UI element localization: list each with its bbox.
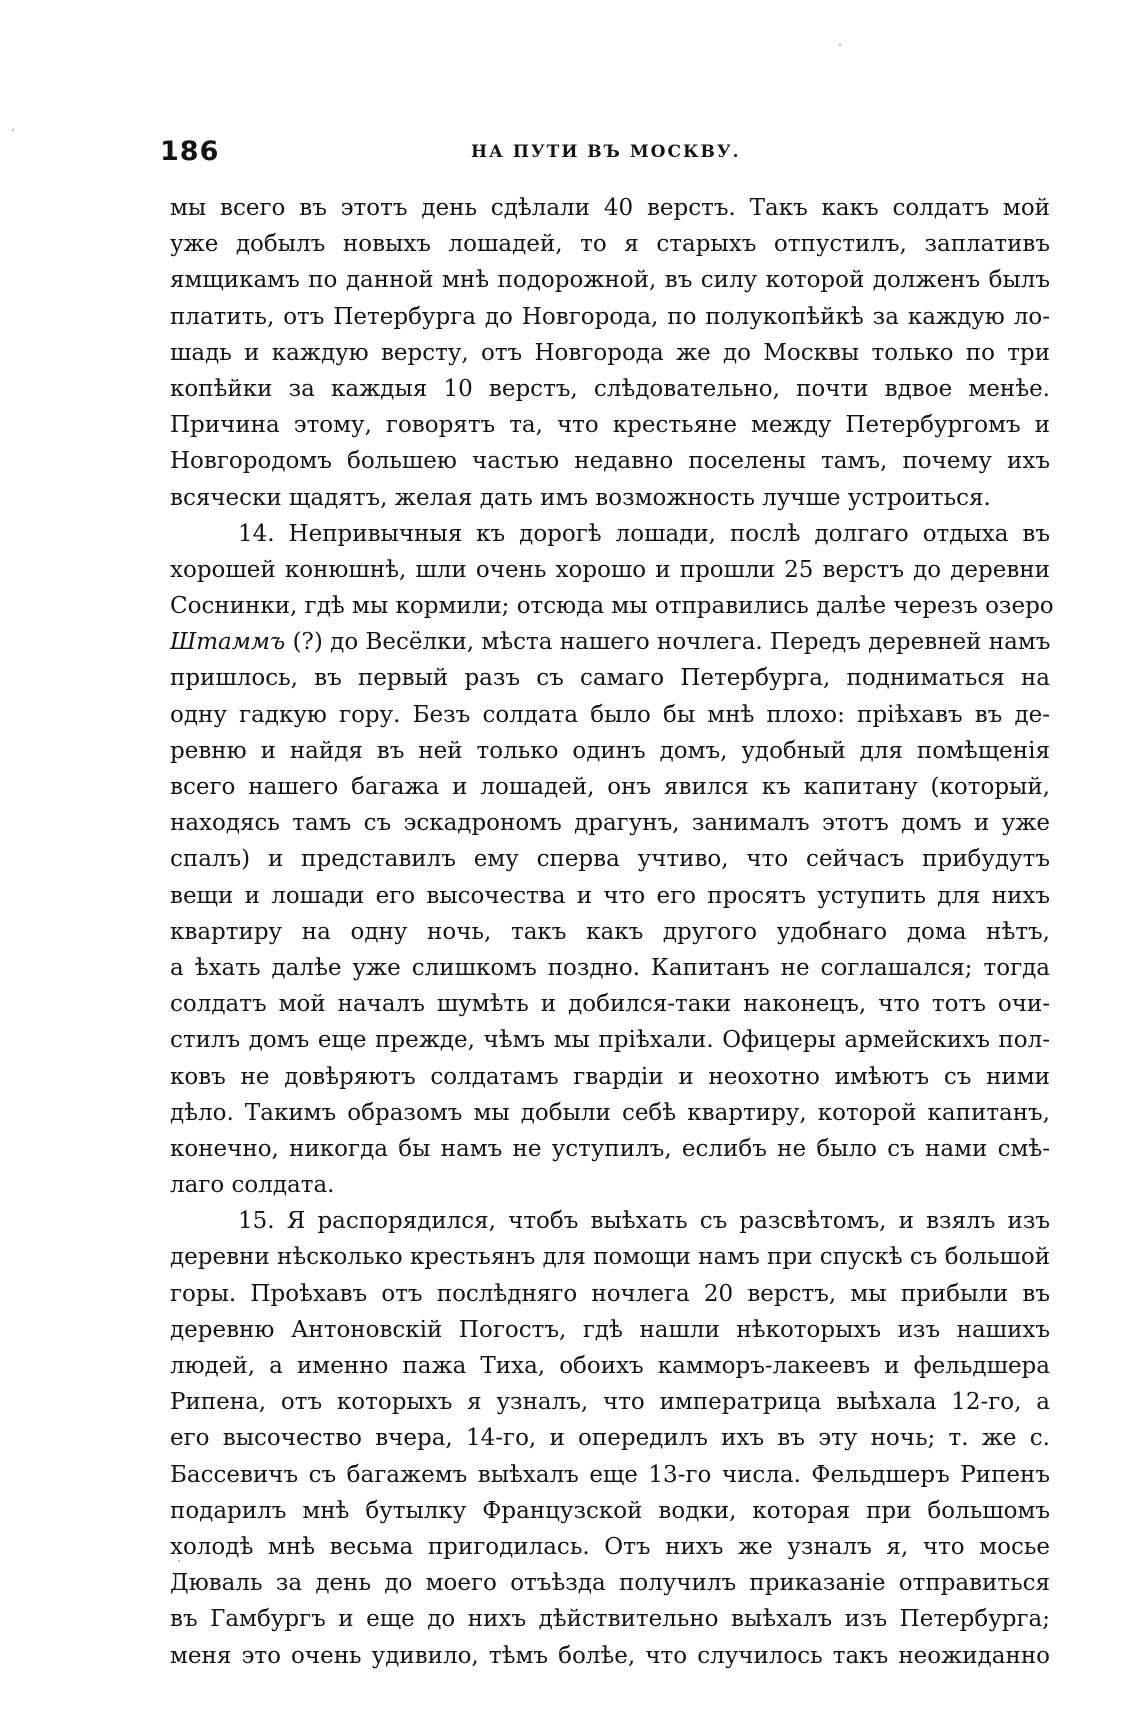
text-line: меня это очень удивило, тѣмъ болѣе, что случилось такъ неожиданно <box>170 1642 1050 1669</box>
running-title: НА ПУТИ ВЪ МОСКВУ. <box>471 142 741 162</box>
text-line: хорошей конюшнѣ, шли очень хорошо и прошли 25 верстъ до деревни <box>170 556 1050 583</box>
italic-place-name: Штаммъ <box>170 629 286 656</box>
page-number: 186 <box>160 136 220 167</box>
text-line: а ѣхать далѣе уже слишкомъ поздно. Капитанъ не соглашался; тогда <box>170 954 1050 981</box>
text-line: деревню Антоновскій Погостъ, гдѣ нашли нѣкоторыхъ изъ нашихъ <box>170 1316 1050 1343</box>
text-line: деревни нѣсколько крестьянъ для помощи намъ при спускѣ съ большой <box>170 1244 1051 1271</box>
text-line: конечно, никогда бы намъ не уступилъ, еслибъ не было съ нами смѣ- <box>170 1135 1050 1162</box>
text-line: лаго солдата. <box>170 1172 335 1199</box>
text-line: пришлось, въ первый разъ съ самаго Петербурга, подниматься на <box>170 665 1050 692</box>
text-line: холодѣ мнѣ весьма пригодилась. Отъ нихъ же узналъ я, что мосье <box>170 1533 1050 1560</box>
text-line: копѣйки за каждыя 10 верстъ, слѣдовательно, почти вдвое менѣе. <box>170 375 1050 402</box>
text-line: горы. Проѣхавъ отъ послѣдняго ночлега 20 верстъ, мы прибыли въ <box>170 1280 1050 1307</box>
text-line-rest: (?) до Весёлки, мѣста нашего ночлега. Передъ деревней намъ <box>292 629 1051 656</box>
text-line: 15. Я распорядился, чтобъ выѣхать съ разсвѣтомъ, и взялъ изъ <box>238 1208 1050 1235</box>
text-line: 14. Непривычныя къ дорогѣ лошади, послѣ долгаго отдыха въ <box>238 520 1050 547</box>
text-line: стилъ домъ еще прежде, чѣмъ мы пріѣхали. Офицеры армейскихъ пол- <box>170 1027 1050 1054</box>
text-line: людей, а именно пажа Тиха, обоихъ камморъ-лакеевъ и фельдшера <box>170 1353 1050 1379</box>
text-line: платить, отъ Петербурга до Новгорода, по полукопѣйкѣ за каждую ло- <box>170 303 1050 330</box>
body-text <box>170 190 1054 1674</box>
running-head <box>160 136 1050 176</box>
text-line: Бассевичъ съ багажемъ выѣхалъ еще 13-го числа. Фельдшеръ Рипенъ <box>170 1461 1050 1488</box>
text-line: мы всего въ этотъ день сдѣлали 40 верстъ. Такъ какъ солдатъ мой <box>170 195 1050 221</box>
text-line: его высочество вчера, 14-го, и опередилъ ихъ въ эту ночь; т. же с. <box>170 1425 1050 1452</box>
text-line: ревню и найдя въ ней только одинъ домъ, удобный для помѣщенія <box>170 737 1050 764</box>
text-line: всячески щадятъ, желая дать имъ возможность лучше устроиться. <box>170 484 991 511</box>
text-line: Причина этому, говорятъ та, что крестьяне между Петербургомъ и <box>170 412 1050 439</box>
text-line: ямщикамъ по данной мнѣ подорожной, въ силу которой долженъ былъ <box>170 267 1050 294</box>
text-line: одну гадкую гору. Безъ солдата было бы мнѣ плохо: пріѣхавъ въ де- <box>170 701 1050 728</box>
text-line: вещи и лошади его высочества и что его просятъ уступить для нихъ <box>170 882 1050 909</box>
text-line: квартиру на одну ночь, такъ какъ другого удобнаго дома нѣтъ, <box>170 918 1050 945</box>
text-line-with-italic <box>170 624 1050 660</box>
scan-speck <box>839 44 841 46</box>
text-line: Соснинки, гдѣ мы кормили; отсюда мы отправились далѣе черезъ озеро <box>170 593 1054 620</box>
text-line: подарилъ мнѣ бутылку Французской водки, которая при большомъ <box>170 1497 1050 1524</box>
text-line: спалъ) и представилъ ему сперва учтиво, что сейчасъ прибудутъ <box>170 846 1050 873</box>
text-line: шадь и каждую версту, отъ Новгорода же до Москвы только по три <box>170 339 1050 366</box>
text-line: Новгородомъ большею частью недавно поселены тамъ, почему ихъ <box>170 448 1050 475</box>
scan-speck <box>12 129 14 131</box>
text-line: уже добылъ новыхъ лошадей, то я старыхъ отпустилъ, заплативъ <box>170 231 1050 258</box>
text-line: всего нашего багажа и лошадей, онъ явился къ капитану (который, <box>170 774 1050 800</box>
text-line: Рипена, отъ которыхъ я узналъ, что императрица выѣхала 12-го, а <box>170 1389 1050 1416</box>
text-line: Дюваль за день до моего отъѣзда получилъ приказаніе отправиться <box>170 1570 1050 1597</box>
text-line: находясь тамъ съ эскадрономъ драгунъ, занималъ этотъ домъ и уже <box>170 810 1050 837</box>
text-line: въ Гамбургъ и еще до нихъ дѣйствительно выѣхалъ изъ Петербурга; <box>170 1606 1050 1633</box>
scan-speck <box>178 1560 180 1562</box>
text-line: дѣло. Такимъ образомъ мы добыли себѣ квартиру, которой капитанъ, <box>170 1099 1050 1126</box>
text-line: ковъ не довѣряютъ солдатамъ гвардіи и неохотно имѣютъ съ ними <box>170 1063 1050 1090</box>
text-line: солдатъ мой началъ шумѣть и добился-таки наконецъ, что тотъ очи- <box>170 991 1050 1018</box>
